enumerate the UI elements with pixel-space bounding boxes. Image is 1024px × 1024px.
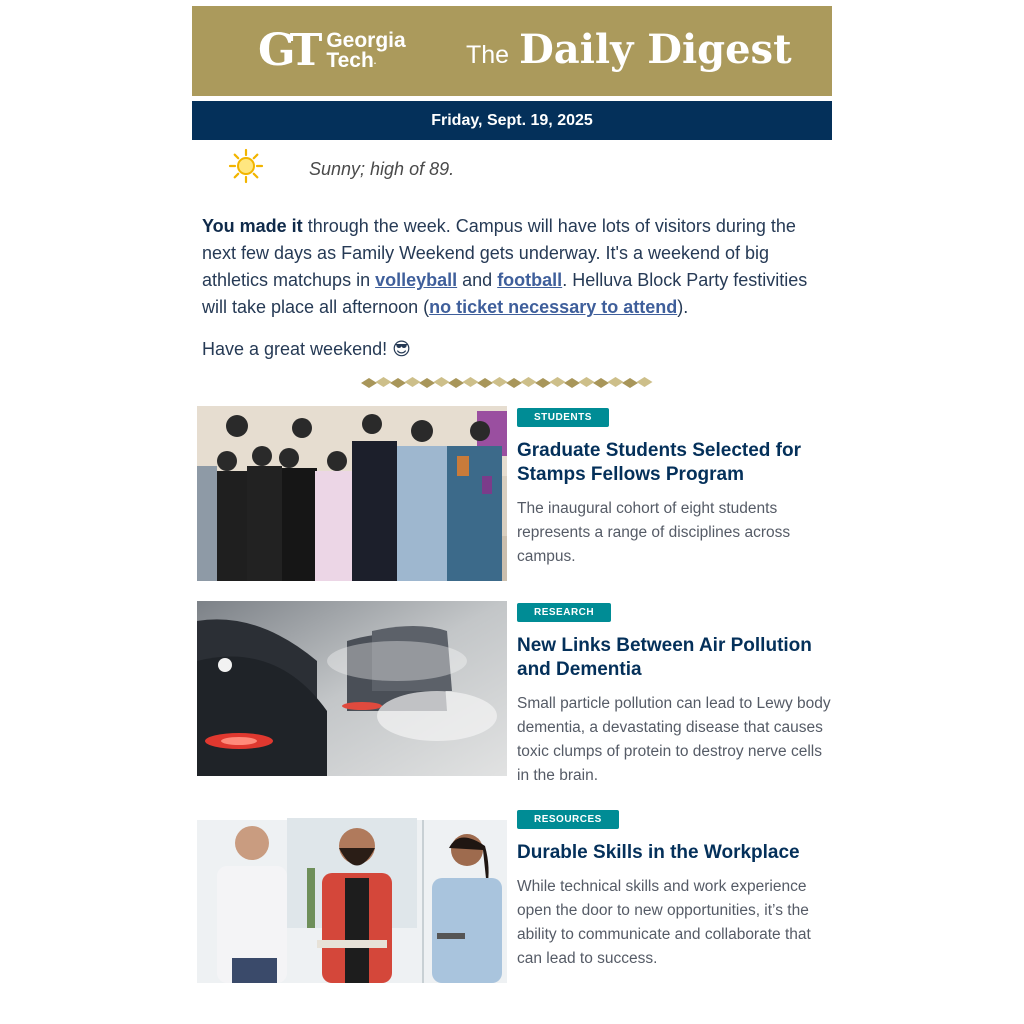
story-headline[interactable]: New Links Between Air Pollution and Dementia bbox=[517, 635, 812, 680]
divider-diamond bbox=[434, 377, 450, 387]
greeting: Have a great weekend! 😎 bbox=[202, 339, 411, 359]
story-list bbox=[192, 406, 832, 983]
sun-icon bbox=[228, 148, 264, 184]
category-tag[interactable]: STUDENTS bbox=[517, 408, 609, 427]
divider-diamond bbox=[608, 377, 624, 387]
newsletter-title bbox=[466, 26, 792, 73]
weather-text: Sunny; high of 89. bbox=[309, 159, 455, 179]
story-durable-skills bbox=[192, 808, 832, 983]
diamond-divider bbox=[361, 376, 663, 390]
logo-wordmark: Georgia Tech. bbox=[326, 29, 406, 72]
story-body bbox=[517, 808, 832, 983]
divider-diamond bbox=[448, 378, 464, 388]
logo-wordmark-line2: Tech bbox=[326, 49, 374, 72]
story-summary: The inaugural cohort of eight students represents a range of disciplines across campus. bbox=[517, 500, 791, 565]
intro-lead: You made it bbox=[202, 216, 303, 236]
story-image-group-photo[interactable] bbox=[197, 406, 507, 581]
category-tag[interactable]: RESEARCH bbox=[517, 603, 611, 622]
divider-diamond bbox=[622, 378, 638, 388]
divider-diamond bbox=[564, 378, 580, 388]
story-stamps-fellows bbox=[192, 406, 832, 581]
story-summary: Small particle pollution can lead to Lewy body dementia, a devastating disease that causes toxic clumps of protein to destroy nerve cells in the brain. bbox=[517, 695, 831, 784]
story-body bbox=[517, 601, 832, 788]
logo-wordmark-line1: Georgia bbox=[326, 29, 406, 52]
masthead bbox=[192, 6, 832, 96]
gt-logo-mark: GT bbox=[258, 25, 317, 76]
intro-text-1: through the week. Campus will have lots of visitors during the next few days as Family Weekend gets underway. It's a weekend of big athletics matchups in bbox=[202, 216, 796, 290]
divider-diamond bbox=[492, 377, 508, 387]
intro-paragraph bbox=[192, 195, 832, 321]
divider-diamond bbox=[535, 378, 551, 388]
football-link[interactable]: football bbox=[497, 270, 563, 290]
story-summary: While technical skills and work experience open the door to new opportunities, it’s the ability to communicate and collaborate that can lead to success. bbox=[517, 878, 811, 967]
no-ticket-link[interactable]: no ticket necessary to attend bbox=[429, 297, 678, 317]
weather-row bbox=[192, 140, 832, 195]
story-headline[interactable]: Durable Skills in the Workplace bbox=[517, 842, 800, 863]
intro-text-2: and bbox=[457, 270, 498, 290]
title-prefix: The bbox=[466, 41, 510, 69]
divider-diamond bbox=[419, 378, 435, 388]
divider-diamond bbox=[593, 378, 609, 388]
date-bar: Friday, Sept. 19, 2025 bbox=[192, 101, 832, 140]
divider-diamond bbox=[637, 377, 653, 387]
divider-diamond bbox=[521, 377, 537, 387]
intro-text-4: ). bbox=[677, 297, 689, 317]
story-image-traffic-exhaust[interactable] bbox=[197, 601, 507, 776]
title-main: Daily Digest bbox=[519, 26, 792, 73]
category-tag[interactable]: RESOURCES bbox=[517, 810, 619, 829]
story-air-pollution bbox=[192, 601, 832, 788]
story-image-office-conversation[interactable] bbox=[197, 808, 507, 983]
divider-diamond bbox=[376, 377, 392, 387]
newsletter bbox=[192, 6, 832, 983]
story-body bbox=[517, 406, 832, 581]
divider-diamond bbox=[506, 378, 522, 388]
divider-diamond bbox=[390, 378, 406, 388]
georgia-tech-logo[interactable] bbox=[258, 25, 406, 76]
divider-diamond bbox=[550, 377, 566, 387]
intro-text-3: . Helluva Block Party festivities will take place all afternoon ( bbox=[202, 270, 808, 317]
volleyball-link[interactable]: volleyball bbox=[375, 270, 458, 290]
divider-diamond bbox=[463, 377, 479, 387]
divider-diamond bbox=[579, 377, 595, 387]
divider-diamond bbox=[405, 377, 421, 387]
divider-diamond bbox=[361, 378, 377, 388]
divider-diamond bbox=[477, 378, 493, 388]
story-headline[interactable]: Graduate Students Selected for Stamps Fellows Program bbox=[517, 440, 802, 485]
